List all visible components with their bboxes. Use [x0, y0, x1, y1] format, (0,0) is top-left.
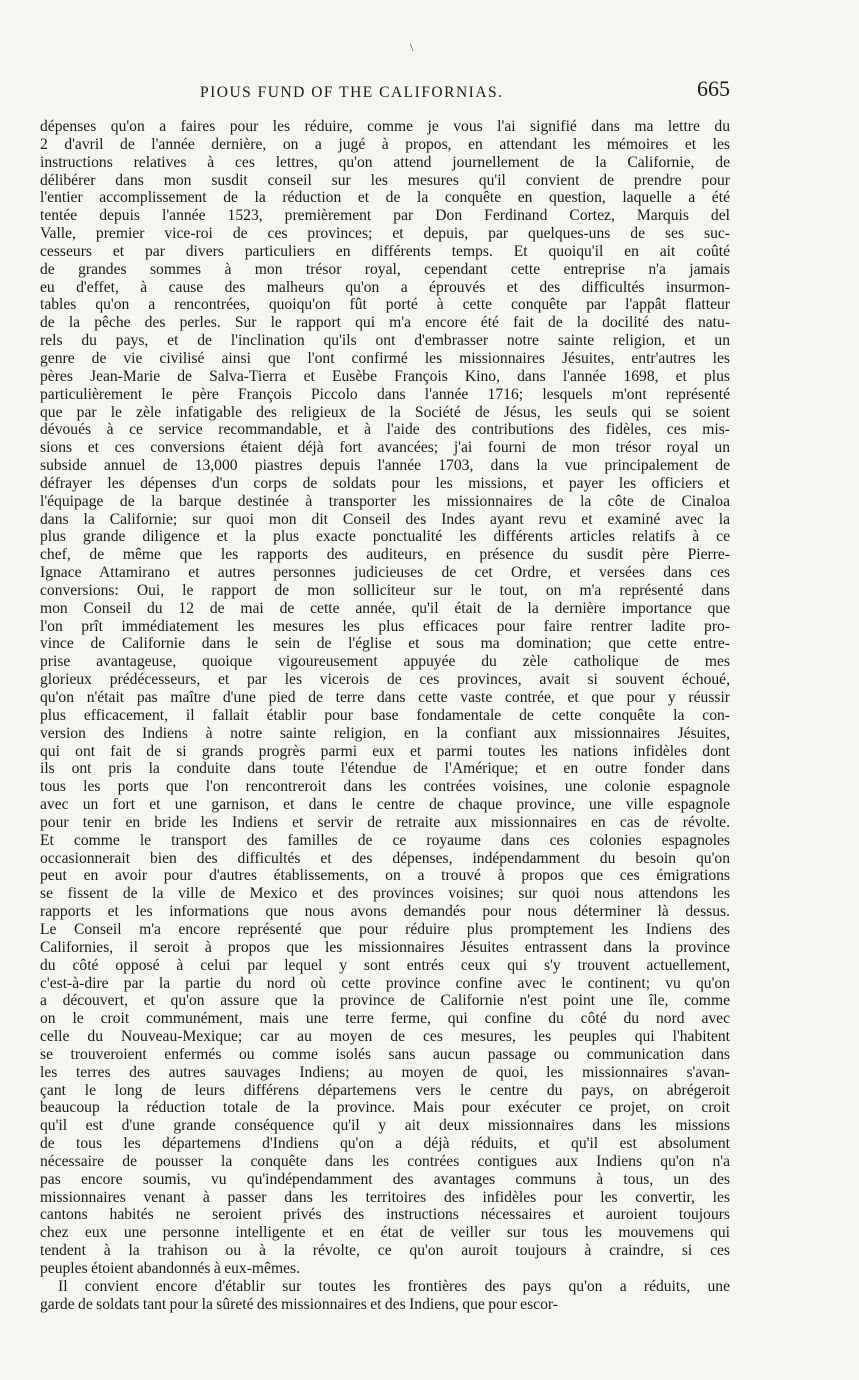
text-line: l'équipage de la barque destinée à transporter les missionnaires de la côte de Cinaloa	[40, 492, 730, 510]
page-number: 665	[697, 76, 730, 101]
text-line: Valle, premier vice-roi de ces provinces; et depuis, par quelques-uns de ses suc-	[40, 225, 730, 243]
text-line: du côté opposé à celui par lequel y sont entrés ceux qui s'y trouvent actuellement,	[40, 956, 730, 974]
text-line: pères Jean-Marie de Salva-Tierra et Eusèbe François Kino, dans l'année 1698, et plus	[40, 367, 730, 385]
text-line: tous les ports que l'on rencontreroit dans les contrées voisines, une colonie espagnole	[40, 778, 730, 796]
text-line: dévoués à ce service recommandable, et à l'aide des contributions des fidèles, ces mis-	[40, 421, 730, 439]
text-line: tentée depuis l'année 1523, premièrement par Don Ferdinand Cortez, Marquis del	[40, 207, 730, 225]
text-line: l'entier accomplissement de la réduction et de la conquête en question, laquelle a été	[40, 189, 730, 207]
text-line: que par le zèle infatigable des religieux de la Société de Jésus, les seuls qui se soient	[40, 403, 730, 421]
text-line: prise avantageuse, quoique vigoureusement appuyée du zèle catholique de mes	[40, 653, 730, 671]
text-line: défrayer les dépenses d'un corps de soldats pour les missions, et payer les officiers et	[40, 474, 730, 492]
text-line: dépenses qu'on a faires pour les réduire, comme je vous l'ai signifié dans ma lettre du	[40, 118, 730, 135]
text-line: subside annuel de 13,000 piastres depuis l'année 1703, dans la vue principalement de	[40, 457, 730, 475]
text-line: version des Indiens à notre sainte religion, en la confiant aux missionnaires Jésuites,	[40, 724, 730, 742]
text-line: a découvert, et qu'on assure que la province de Californie n'est point une île, comme	[40, 992, 730, 1010]
text-line: conversions: Oui, le rapport de mon solliciteur sur le tout, on m'a représenté dans	[40, 581, 730, 599]
text-line: l'on prît immédiatement les mesures les plus efficaces pour faire rentrer ladite pro-	[40, 617, 730, 635]
text-line: qu'il est d'une grande conséquence qu'il y ait deux missionnaires dans les missions	[40, 1117, 730, 1135]
text-line: Il convient encore d'établir sur toutes les frontières des pays qu'on a réduits, une	[58, 1277, 730, 1295]
text-line: 2 d'avril de l'année dernière, on a jugé à propos, en attendant les mémoires et les	[40, 135, 730, 153]
text-line: nécessaire de pousser la conquête dans les contrées contigues aux Indiens qu'on n'a	[40, 1152, 730, 1170]
text-line: Ignace Attamirano et autres personnes judicieuses de cet Ordre, et versées dans ces	[40, 564, 730, 582]
text-line: dans la Californie; sur quoi mon dit Conseil des Indes ayant revu et examiné avec la	[40, 510, 730, 528]
text-line: particulièrement le père François Piccolo dans l'année 1716; lesquels m'ont représenté	[40, 385, 730, 403]
text-line: mon Conseil du 12 de mai de cette année, qu'il était de la dernière importance que	[40, 599, 730, 617]
text-line: missionnaires venant à passer dans les territoires des infidèles pour les convertir, les	[40, 1188, 730, 1206]
text-line: qu'on n'était pas maître d'une pied de terre dans cette vaste contrée, et que pour y réussir	[40, 689, 730, 706]
text-line: Et comme le transport des familles de ce royaume dans ces colonies espagnoles	[40, 831, 730, 849]
text-line: pas encore soumis, vu qu'indépendamment des avantages communs à tous, un des	[40, 1170, 730, 1188]
text-line: ils ont pris la conduite dans toute l'étendue de l'Amérique; et en outre fonder dans	[40, 760, 730, 778]
text-line: rels du pays, et de l'inclination qu'ils ont d'embrasser notre sainte religion, et un	[40, 332, 730, 350]
text-line: se fissent de la ville de Mexico et des provinces voisines; sur quoi nous attendons les	[40, 885, 730, 903]
text-line: Californies, il seroit à propos que les missionnaires Jésuites entrassent dans la province	[40, 938, 730, 956]
text-line: rapports et les informations que nous avons demandés pour nous déterminer là dessus.	[40, 903, 730, 921]
text-line: cantons habités ne seroient privés des instructions nécessaires et auroient toujours	[40, 1206, 730, 1224]
text-line: genre de vie civilisé ainsi que l'ont confirmé les missionnaires Jésuites, entr'autres les	[40, 349, 730, 367]
text-line: plus efficacement, il fallait établir pour base fondamentale de cette conquête la con-	[40, 706, 730, 724]
text-line: chez eux une personne intelligente et en état de veiller sur tous les mouvemens qui	[40, 1224, 730, 1242]
text-line: se trouveroient enfermés ou comme isolés sans aucun passage ou communication dans	[40, 1045, 730, 1063]
text-line: cesseurs et par divers particuliers en différents temps. Et quoiqu'il en ait coûté	[40, 242, 730, 260]
running-title: PIOUS FUND OF THE CALIFORNIAS.	[200, 84, 504, 101]
text-line: Le Conseil m'a encore représenté que pour réduire plus promptement les Indiens des	[40, 920, 730, 938]
body-text	[40, 118, 730, 1314]
text-line: peuples étoient abandonnés à eux-mêmes.	[40, 1260, 300, 1277]
text-line: les terres des autres sauvages Indiens; au moyen de quoi, les missionnaires s'avan-	[40, 1063, 730, 1081]
text-line: eu d'effet, à cause des malheurs qu'on a éprouvés et des difficultés insurmon-	[40, 278, 730, 296]
text-line: glorieux prédécesseurs, et par les vicerois de ces provinces, avait si souvent échoué,	[40, 671, 730, 689]
text-line: peut en avoir pour d'autres établissements, on a trouvé à propos que ces émigrations	[40, 867, 730, 885]
text-line: chef, de même que les rapports des auditeurs, en présence du susdit père Pierre-	[40, 546, 730, 564]
text-line: beaucoup la réduction totale de la province. Mais pour exécuter ce projet, on croit	[40, 1099, 730, 1117]
text-line: plus grande diligence et la plus exacte ponctualité les différents articles relatifs à ce	[40, 528, 730, 546]
stray-mark: \	[410, 40, 414, 54]
text-line: qui ont fait de si grands progrès parmi eux et parmi toutes les nations infidèles dont	[40, 742, 730, 760]
text-line: occasionnerait bien des difficultés et des dépenses, indépendamment du besoin qu'on	[40, 849, 730, 867]
text-line: de la pêche des perles. Sur le rapport qui m'a encore été fait de la docilité des natu-	[40, 314, 730, 332]
text-line: on le croit communément, mais une terre ferme, qui confine du côté du nord avec	[40, 1010, 730, 1028]
text-line: çant le long de leurs différens départemens vers le centre du pays, on abrégeroit	[40, 1081, 730, 1099]
text-line: instructions relatives à ces lettres, qu'on attend journellement de la Californie, de	[40, 153, 730, 171]
text-line: délibérer dans mon susdit conseil sur les mesures qu'il convient de prendre pour	[40, 171, 730, 189]
text-line: garde de soldats tant pour la sûreté des missionnaires et des Indiens, que pour escor-	[40, 1295, 558, 1313]
text-line: avec un fort et une garnison, et dans le centre de chaque province, une ville espagnole	[40, 796, 730, 814]
text-line: celle du Nouveau-Mexique; car au moyen de ces mesures, les peuples qui l'habitent	[40, 1028, 730, 1046]
text-line: vince de Californie dans le sein de l'église et sous ma domination; que cette entre-	[40, 635, 730, 653]
text-line: de grandes sommes à mon trésor royal, cependant cette entreprise n'a jamais	[40, 260, 730, 278]
text-line: tendent à la trahison ou à la révolte, ce qu'on auroit toujours à craindre, si ces	[40, 1242, 730, 1260]
text-line: de tous les départemens d'Indiens qu'on a déjà réduits, et qu'il est absolument	[40, 1135, 730, 1153]
running-header	[40, 76, 730, 106]
text-line: pour tenir en bride les Indiens et servir de retraite aux missionnaires en cas de révolte.	[40, 813, 730, 831]
text-line: c'est-à-dire par la partie du nord où cette province confine avec le continent; vu qu'on	[40, 974, 730, 992]
text-line: tables qu'on a rencontrées, quoiqu'on fût porté à cette conquête par l'appât flatteur	[40, 296, 730, 314]
text-line: sions et ces conversions étaient déjà fort avancées; j'ai fourni de mon trésor royal un	[40, 439, 730, 457]
